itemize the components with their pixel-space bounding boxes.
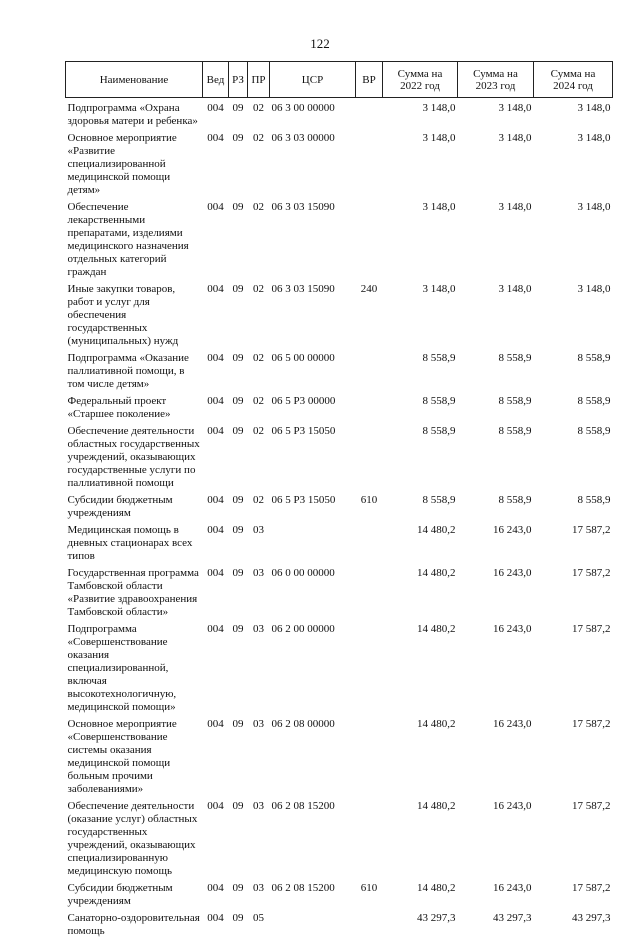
row-pr: 03 — [248, 714, 270, 796]
row-sum-2023: 43 297,3 — [458, 908, 534, 938]
row-ved: 004 — [203, 714, 229, 796]
row-vr — [356, 421, 383, 490]
table-row — [66, 197, 613, 279]
row-vr — [356, 348, 383, 391]
header-ved: Вед — [203, 62, 229, 98]
row-ved: 004 — [203, 98, 229, 129]
row-sum-2022: 8 558,9 — [383, 490, 458, 520]
row-name: Санаторно-оздоровительная помощь — [66, 908, 203, 938]
row-pr: 02 — [248, 279, 270, 348]
row-pr: 03 — [248, 619, 270, 714]
header-sum-2024-line1: Сумма на — [536, 68, 610, 80]
row-name: Подпрограмма «Совершенствование оказания специализированной, включая высокотехнологичную, медицинской помощи» — [66, 619, 203, 714]
table-row — [66, 619, 613, 714]
row-sum-2023: 3 148,0 — [458, 279, 534, 348]
row-csr: 06 3 00 00000 — [270, 98, 356, 129]
row-csr: 06 2 00 00000 — [270, 619, 356, 714]
row-name: Обеспечение лекарственными препаратами, изделиями медицинского назначения отдельных категорий граждан — [66, 197, 203, 279]
row-sum-2022: 43 297,3 — [383, 908, 458, 938]
row-sum-2023: 3 148,0 — [458, 98, 534, 129]
row-rz: 09 — [229, 348, 248, 391]
row-csr: 06 3 03 00000 — [270, 128, 356, 197]
row-sum-2023: 16 243,0 — [458, 563, 534, 619]
header-rz: РЗ — [229, 62, 248, 98]
row-vr — [356, 714, 383, 796]
row-rz: 09 — [229, 878, 248, 908]
row-rz: 09 — [229, 796, 248, 878]
row-sum-2024: 3 148,0 — [534, 128, 613, 197]
row-csr — [270, 908, 356, 938]
row-rz: 09 — [229, 391, 248, 421]
row-sum-2024: 3 148,0 — [534, 279, 613, 348]
row-sum-2022: 8 558,9 — [383, 348, 458, 391]
row-ved: 004 — [203, 878, 229, 908]
row-sum-2023: 8 558,9 — [458, 490, 534, 520]
row-csr: 06 2 08 00000 — [270, 714, 356, 796]
row-rz: 09 — [229, 128, 248, 197]
row-sum-2023: 8 558,9 — [458, 348, 534, 391]
row-ved: 004 — [203, 908, 229, 938]
row-sum-2024: 8 558,9 — [534, 348, 613, 391]
row-pr: 03 — [248, 796, 270, 878]
row-rz: 09 — [229, 563, 248, 619]
row-csr: 06 5 P3 00000 — [270, 391, 356, 421]
page-number: 122 — [0, 36, 640, 52]
row-name: Государственная программа Тамбовской области «Развитие здравоохранения Тамбовской области» — [66, 563, 203, 619]
row-name: Иные закупки товаров, работ и услуг для обеспечения государственных (муниципальных) нужд — [66, 279, 203, 348]
row-pr: 02 — [248, 197, 270, 279]
table-header-row — [66, 62, 613, 98]
row-pr: 02 — [248, 490, 270, 520]
table-row — [66, 128, 613, 197]
row-ved: 004 — [203, 796, 229, 878]
row-rz: 09 — [229, 490, 248, 520]
table-row — [66, 421, 613, 490]
row-rz: 09 — [229, 279, 248, 348]
table-row — [66, 348, 613, 391]
row-name: Основное мероприятие «Развитие специализированной медицинской помощи детям» — [66, 128, 203, 197]
header-csr: ЦСР — [270, 62, 356, 98]
row-sum-2024: 17 587,2 — [534, 619, 613, 714]
row-sum-2024: 17 587,2 — [534, 714, 613, 796]
row-vr: 610 — [356, 878, 383, 908]
row-sum-2022: 3 148,0 — [383, 279, 458, 348]
row-name: Субсидии бюджетным учреждениям — [66, 490, 203, 520]
row-vr — [356, 98, 383, 129]
table-row — [66, 391, 613, 421]
header-pr: ПР — [248, 62, 270, 98]
row-csr: 06 2 08 15200 — [270, 878, 356, 908]
row-sum-2024: 8 558,9 — [534, 421, 613, 490]
row-pr: 02 — [248, 421, 270, 490]
row-ved: 004 — [203, 421, 229, 490]
table-row — [66, 520, 613, 563]
row-name: Подпрограмма «Оказание паллиативной помощи, в том числе детям» — [66, 348, 203, 391]
row-vr — [356, 197, 383, 279]
row-vr — [356, 908, 383, 938]
row-rz: 09 — [229, 421, 248, 490]
table-row — [66, 878, 613, 908]
header-sum-2024 — [534, 62, 613, 98]
row-sum-2023: 16 243,0 — [458, 796, 534, 878]
row-rz: 09 — [229, 98, 248, 129]
row-sum-2024: 8 558,9 — [534, 391, 613, 421]
header-sum-2023 — [458, 62, 534, 98]
header-vr: ВР — [356, 62, 383, 98]
header-sum-2022-line1: Сумма на — [385, 68, 455, 80]
row-sum-2023: 3 148,0 — [458, 128, 534, 197]
row-csr: 06 3 03 15090 — [270, 279, 356, 348]
row-sum-2022: 3 148,0 — [383, 98, 458, 129]
row-sum-2024: 17 587,2 — [534, 796, 613, 878]
row-rz: 09 — [229, 908, 248, 938]
row-pr: 03 — [248, 878, 270, 908]
table-row — [66, 563, 613, 619]
row-name: Медицинская помощь в дневных стационарах всех типов — [66, 520, 203, 563]
header-sum-2023-line2: 2023 год — [460, 80, 531, 92]
row-csr — [270, 520, 356, 563]
row-ved: 004 — [203, 128, 229, 197]
row-vr: 240 — [356, 279, 383, 348]
row-sum-2024: 17 587,2 — [534, 878, 613, 908]
table-row — [66, 796, 613, 878]
table-row — [66, 714, 613, 796]
row-sum-2022: 3 148,0 — [383, 128, 458, 197]
row-csr: 06 2 08 15200 — [270, 796, 356, 878]
row-sum-2023: 16 243,0 — [458, 714, 534, 796]
row-sum-2024: 3 148,0 — [534, 197, 613, 279]
row-sum-2023: 8 558,9 — [458, 391, 534, 421]
row-csr: 06 5 P3 15050 — [270, 421, 356, 490]
table-row — [66, 490, 613, 520]
row-pr: 05 — [248, 908, 270, 938]
row-sum-2023: 16 243,0 — [458, 520, 534, 563]
row-csr: 06 0 00 00000 — [270, 563, 356, 619]
row-sum-2022: 3 148,0 — [383, 197, 458, 279]
row-ved: 004 — [203, 619, 229, 714]
row-csr: 06 3 03 15090 — [270, 197, 356, 279]
row-ved: 004 — [203, 348, 229, 391]
table-row — [66, 279, 613, 348]
header-name: Наименование — [66, 62, 203, 98]
row-vr — [356, 391, 383, 421]
budget-table — [65, 61, 613, 938]
row-pr: 03 — [248, 563, 270, 619]
row-sum-2023: 8 558,9 — [458, 421, 534, 490]
row-pr: 02 — [248, 98, 270, 129]
row-rz: 09 — [229, 197, 248, 279]
row-vr — [356, 796, 383, 878]
row-name: Обеспечение деятельности областных государственных учреждений, оказывающих государственные услуги по паллиативной помощи — [66, 421, 203, 490]
header-sum-2022 — [383, 62, 458, 98]
header-sum-2022-line2: 2022 год — [385, 80, 455, 92]
row-sum-2022: 14 480,2 — [383, 520, 458, 563]
table-body — [66, 98, 613, 938]
row-ved: 004 — [203, 279, 229, 348]
row-ved: 004 — [203, 391, 229, 421]
row-name: Подпрограмма «Охрана здоровья матери и ребенка» — [66, 98, 203, 129]
row-ved: 004 — [203, 197, 229, 279]
row-sum-2022: 14 480,2 — [383, 796, 458, 878]
row-vr — [356, 128, 383, 197]
row-name: Субсидии бюджетным учреждениям — [66, 878, 203, 908]
table-row — [66, 98, 613, 129]
row-sum-2023: 3 148,0 — [458, 197, 534, 279]
row-sum-2024: 3 148,0 — [534, 98, 613, 129]
row-sum-2022: 8 558,9 — [383, 391, 458, 421]
row-sum-2023: 16 243,0 — [458, 878, 534, 908]
table-row — [66, 908, 613, 938]
row-csr: 06 5 P3 15050 — [270, 490, 356, 520]
row-rz: 09 — [229, 714, 248, 796]
row-pr: 02 — [248, 391, 270, 421]
row-pr: 02 — [248, 348, 270, 391]
row-vr — [356, 563, 383, 619]
row-sum-2024: 43 297,3 — [534, 908, 613, 938]
row-sum-2022: 14 480,2 — [383, 714, 458, 796]
row-csr: 06 5 00 00000 — [270, 348, 356, 391]
row-sum-2024: 8 558,9 — [534, 490, 613, 520]
row-sum-2023: 16 243,0 — [458, 619, 534, 714]
row-name: Федеральный проект «Старшее поколение» — [66, 391, 203, 421]
row-sum-2024: 17 587,2 — [534, 563, 613, 619]
row-name: Обеспечение деятельности (оказание услуг) областных государственных учреждений, оказывающих специализированную медицинскую помощь — [66, 796, 203, 878]
row-vr — [356, 520, 383, 563]
row-rz: 09 — [229, 619, 248, 714]
row-sum-2022: 14 480,2 — [383, 619, 458, 714]
row-ved: 004 — [203, 520, 229, 563]
row-pr: 03 — [248, 520, 270, 563]
row-sum-2022: 14 480,2 — [383, 878, 458, 908]
row-sum-2022: 14 480,2 — [383, 563, 458, 619]
row-vr — [356, 619, 383, 714]
row-ved: 004 — [203, 563, 229, 619]
row-ved: 004 — [203, 490, 229, 520]
row-sum-2024: 17 587,2 — [534, 520, 613, 563]
header-sum-2024-line2: 2024 год — [536, 80, 610, 92]
row-name: Основное мероприятие «Совершенствование системы оказания медицинской помощи больным прочими заболеваниями» — [66, 714, 203, 796]
row-vr: 610 — [356, 490, 383, 520]
row-rz: 09 — [229, 520, 248, 563]
header-sum-2023-line1: Сумма на — [460, 68, 531, 80]
row-pr: 02 — [248, 128, 270, 197]
row-sum-2022: 8 558,9 — [383, 421, 458, 490]
